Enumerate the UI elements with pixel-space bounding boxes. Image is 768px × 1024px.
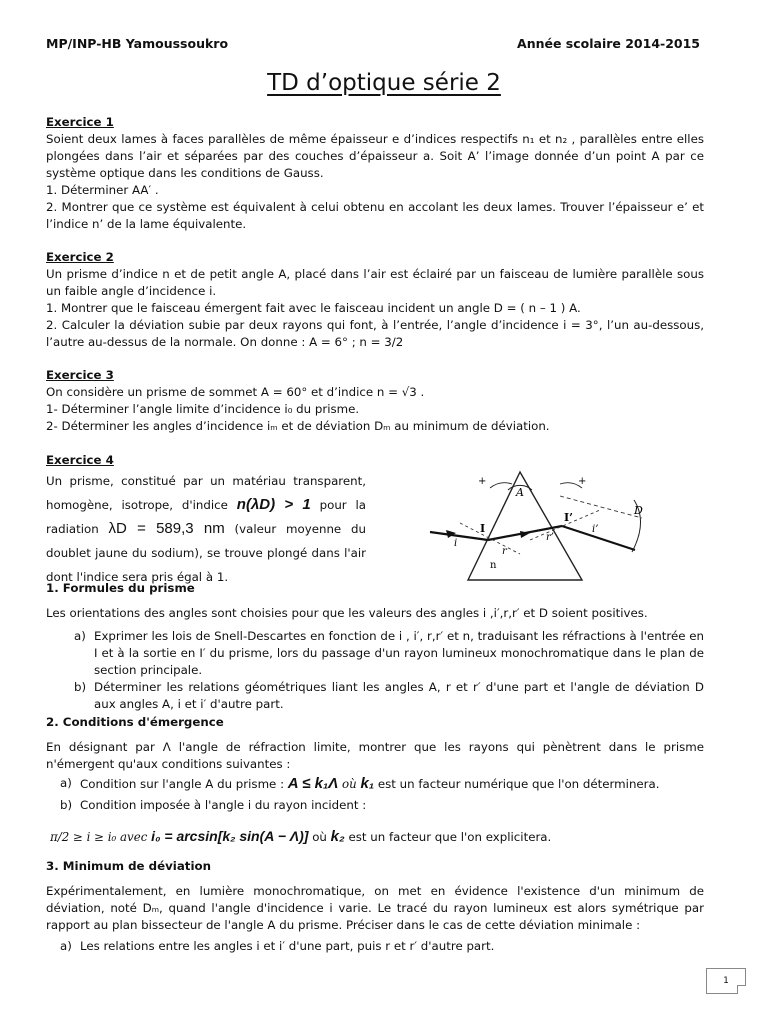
exercise-2-heading: Exercice 2 — [46, 250, 114, 264]
refractive-index-formula: n(λD) > 1 — [236, 496, 311, 513]
header-school-year: Année scolaire 2014-2015 — [517, 36, 700, 51]
section-3-title: 3. Minimum de déviation — [46, 859, 211, 873]
section-1-intro: Les orientations des angles sont choisies pour que les valeurs des angles i ,i′,r,r′ et D soient positives. — [46, 606, 648, 620]
section-2-item-a: a) Condition sur l'angle A du prisme : A ≤ k₁Λ où k₁ est un facteur numérique que l'on déterminera. — [60, 775, 660, 792]
exercise-1-question-2: 2. Montrer que ce système est équivalent à celui obtenu en accolant les deux lames. Trouver l’épaisseur e’ et l’indice n’ de la lame équivalente. — [46, 200, 704, 231]
figure-label-r-prime: r’ — [546, 532, 554, 543]
exercise-2-question-1: 1. Montrer que le faisceau émergent fait avec le faisceau incident un angle D = ( n – 1 ) A. — [46, 301, 581, 315]
section-2 — [46, 714, 704, 846]
wavelength-formula: λD = 589,3 nm — [108, 520, 225, 537]
orientation-arrow-left — [490, 483, 512, 488]
figure-label-A: A — [516, 486, 524, 499]
figure-label-plus-right: + — [578, 476, 587, 487]
figure-label-i-prime: i’ — [592, 524, 599, 535]
exercise-2 — [46, 249, 704, 351]
exercise-4-intro-text-b: pour la radiation — [46, 498, 367, 536]
exercise-3 — [46, 367, 704, 435]
exercise-4-intro-text-c: (valeur moyenne du doublet jaune du sodium), se trouve plongé dans l'air dont l'indice sera pris égal à 1. — [46, 522, 366, 584]
section-2-intro: En désignant par Λ l'angle de réfraction limite, montrer que les rayons qui pènètrent dans le prisme n'émergent qu'aux conditions suivantes : — [46, 740, 704, 771]
exercise-1-question-1: 1. Déterminer AA′ . — [46, 183, 159, 197]
page-number: 1 — [706, 968, 746, 994]
section-1-item-b: b) Déterminer les relations géométriques liant les angles A, r et r′ d'une part et l'angle de déviation D aux angles A, i et i′ d'autre part. — [74, 680, 704, 711]
apex-condition-formula: A ≤ k₁Λ — [287, 775, 339, 792]
exercise-1 — [46, 114, 704, 233]
exercise-1-heading: Exercice 1 — [46, 115, 114, 129]
exercise-4-intro-text-a: Un prisme, constitué par un matériau transparent, homogène, isotrope, d'indice — [46, 474, 366, 512]
exercise-4-intro — [46, 452, 366, 589]
incident-arrow — [446, 530, 456, 538]
figure-label-I: I — [480, 522, 486, 535]
figure-label-r: r — [502, 546, 507, 557]
incidence-limit-formula: i₀ = arcsin[k₂ sin(A − Λ)] — [151, 828, 309, 844]
exercise-4-heading: Exercice 4 — [46, 453, 114, 467]
section-2-title: 2. Conditions d'émergence — [46, 715, 224, 729]
section-1-title: 1. Formules du prisme — [46, 581, 195, 595]
figure-label-D: D — [634, 504, 643, 517]
emergent-ray — [562, 526, 635, 550]
section-1-item-a: a) Exprimer les lois de Snell-Descartes en fonction de i , i′, r,r′ et n, traduisant les réfractions à l'entrée en I et à la sortie en I′ du prisme, lors du passage d'un rayon lumineux monochromatique dans le plan de section principale. — [74, 629, 704, 677]
figure-label-plus-left: + — [478, 476, 487, 487]
exercise-1-statement: Soient deux lames à faces parallèles de même épaisseur e d’indices respectifs n₁ et n₂ , parallèles entre elles plongées dans l’air et séparées par des couches d’épaisseur a. Soit A’ l’image donnée d’un point A par ce système optique dans les conditions de Gauss. — [46, 132, 704, 180]
prism-figure — [420, 460, 660, 585]
header-institution: MP/INP-HB Yamoussoukro — [46, 36, 229, 51]
exercise-3-question-1: 1- Déterminer l’angle limite d’incidence i₀ du prisme. — [46, 402, 360, 416]
section-1 — [46, 580, 704, 713]
figure-label-n: n — [490, 560, 497, 571]
normal-entry — [460, 523, 520, 554]
section-3-item-a: a) Les relations entre les angles i et i′ d'une part, puis r et r′ d'autre part. — [60, 939, 495, 953]
exercise-3-question-2: 2- Déterminer les angles d’incidence iₘ et de déviation Dₘ au minimum de déviation. — [46, 419, 550, 433]
figure-label-I-prime: I’ — [564, 511, 573, 524]
exercise-3-heading: Exercice 3 — [46, 368, 114, 382]
section-3-intro: Expérimentalement, en lumière monochromatique, on met en évidence l'existence d'un minimum de déviation, noté Dₘ, quand l'angle d'incidence i varie. Le tracé du rayon lumineux est alors symétrique par rapport au plan bissecteur de l'angle A du prisme. Préciser dans le cas de cette déviation minimale : — [46, 884, 704, 932]
exercise-2-statement: Un prisme d’indice n et de petit angle A, placé dans l’air est éclairé par un faisceau de lumière parallèle sous un faible angle d’incidence i. — [46, 267, 704, 298]
exercise-3-statement: On considère un prisme de sommet A = 60° et d’indice n = √3 . — [46, 385, 425, 399]
section-2-item-b: b) Condition imposée à l'angle i du rayon incident : — [60, 798, 367, 812]
emergence-condition-formula-line: π/2 ≥ i ≥ i₀ avec i₀ = arcsin[k₂ sin(A − Λ)] où k₂ est un facteur que l'on explicitera. — [50, 828, 552, 845]
page-title: TD d’optique série 2 — [267, 70, 501, 96]
exercise-2-question-2: 2. Calculer la déviation subie par deux rayons qui font, à l’entrée, l’angle d’incidence i = 3°, l’un au-dessous, l’autre au-dessus de la normale. On donne : A = 6° ; n = 3/2 — [46, 318, 704, 349]
figure-label-i: i — [454, 538, 458, 549]
section-3 — [46, 858, 704, 955]
